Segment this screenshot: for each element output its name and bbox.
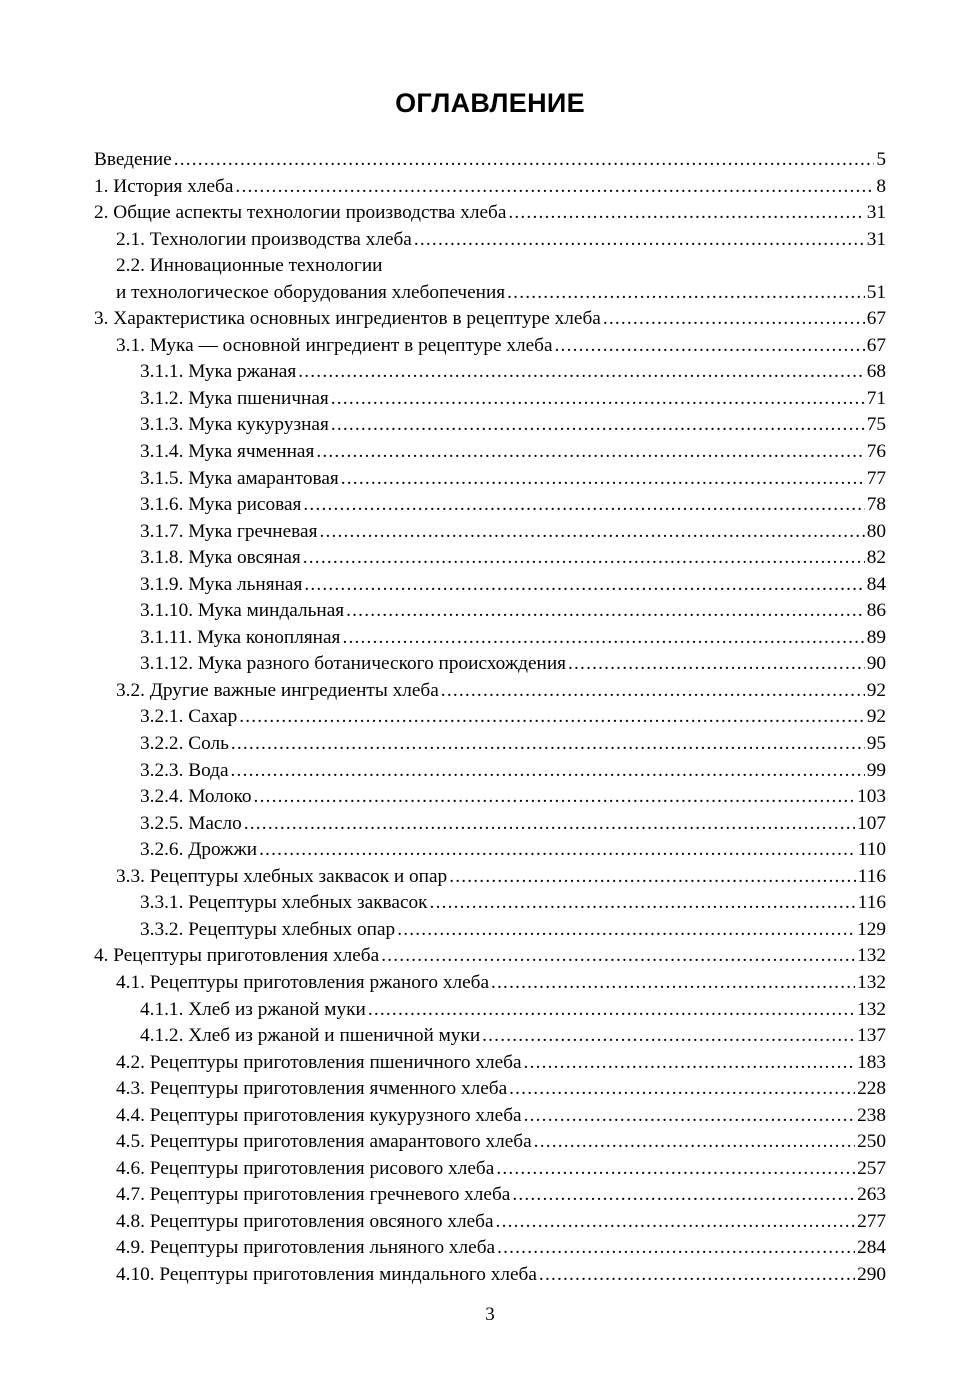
toc-entry-page: 82 [866, 547, 886, 569]
toc-entry-label: 4.10. Рецептуры приготовления миндального хлеба [116, 1263, 537, 1285]
toc-entry-label: 3.2.2. Соль [140, 733, 229, 755]
toc-entry[interactable] [94, 758, 886, 785]
toc-entry[interactable] [94, 625, 886, 652]
toc-entry-label: 4.9. Рецептуры приготовления льняного хлеба [116, 1237, 496, 1259]
dot-leader [482, 1023, 855, 1050]
toc-entry-label: 4. Рецептуры приготовления хлеба [94, 945, 380, 967]
toc-entry[interactable] [94, 439, 886, 466]
toc-entry-page: 76 [866, 441, 886, 463]
dot-leader [524, 1103, 855, 1130]
toc-entry-label: 4.5. Рецептуры приготовления амарантового хлеба [116, 1131, 532, 1153]
toc-entry[interactable] [94, 545, 886, 572]
toc-entry-label: 4.1.1. Хлеб из ржаной муки [140, 998, 366, 1020]
toc-entry-label: 3. Характеристика основных ингредиентов в рецептуре хлеба [94, 308, 601, 330]
toc-entry-label: 3.1.8. Мука овсяная [140, 547, 301, 569]
toc-entry-label: 2.2. Инновационные технологии [116, 255, 383, 277]
toc-entry[interactable] [94, 1182, 886, 1209]
toc-entry[interactable] [94, 280, 886, 307]
toc-entry-page: 92 [866, 706, 886, 728]
toc-entry-label: 4.2. Рецептуры приготовления пшеничного хлеба [116, 1051, 522, 1073]
dot-leader [397, 917, 855, 944]
toc-entry-page: 132 [857, 998, 886, 1020]
toc-entry-label: 3.1.7. Мука гречневая [140, 520, 318, 542]
toc-entry[interactable] [94, 227, 886, 254]
toc-entry[interactable] [94, 386, 886, 413]
toc-entry[interactable] [94, 864, 886, 891]
dot-leader [244, 811, 855, 838]
toc-entry[interactable] [94, 1235, 886, 1262]
toc-entry[interactable] [94, 519, 886, 546]
toc-entry-page: 290 [857, 1263, 886, 1285]
toc-entry[interactable] [94, 253, 886, 280]
dot-leader [316, 439, 864, 466]
dot-leader [381, 943, 855, 970]
toc-entry-page: 51 [866, 281, 886, 303]
toc-entry-label: 4.8. Рецептуры приготовления овсяного хлеба [116, 1210, 494, 1232]
toc-entry-page: 78 [866, 494, 886, 516]
toc-entry[interactable] [94, 1156, 886, 1183]
toc-entry-page: 129 [857, 918, 886, 940]
toc-entry-page: 103 [857, 786, 886, 808]
dot-leader [346, 598, 865, 625]
toc-entry-label: 3.1.2. Мука пшеничная [140, 387, 329, 409]
dot-leader [342, 625, 864, 652]
toc-entry[interactable] [94, 970, 886, 997]
toc-entry[interactable] [94, 1103, 886, 1130]
toc-entry-page: 84 [866, 573, 886, 595]
toc-entry[interactable] [94, 651, 886, 678]
toc-entry-page: 284 [857, 1237, 886, 1259]
dot-leader [496, 1156, 855, 1183]
toc-entry-label: 1. История хлеба [94, 175, 234, 197]
toc-entry-page: 90 [866, 653, 886, 675]
dot-leader [331, 412, 865, 439]
toc-entry[interactable] [94, 1262, 886, 1289]
toc-entry-label: 2. Общие аспекты технологии производства хлеба [94, 202, 507, 224]
toc-entry-label: 3.3. Рецептуры хлебных заквасок и опар [116, 865, 448, 887]
toc-entry-page: 75 [866, 414, 886, 436]
toc-entry-label: 3.1.4. Мука ячменная [140, 441, 315, 463]
toc-entry[interactable] [94, 784, 886, 811]
dot-leader [319, 519, 864, 546]
dot-leader [524, 1050, 856, 1077]
dot-leader [239, 704, 865, 731]
toc-entry-label: 3.2.6. Дрожжи [140, 839, 258, 861]
dot-leader [512, 1182, 855, 1209]
dot-leader [303, 545, 865, 572]
toc-entry[interactable] [94, 492, 886, 519]
toc-entry[interactable] [94, 200, 886, 227]
dot-leader [304, 572, 864, 599]
toc-entry-page: 99 [866, 759, 886, 781]
dot-leader [303, 492, 864, 519]
table-of-contents [94, 147, 886, 1289]
toc-entry-page: 92 [866, 679, 886, 701]
toc-entry-label: 4.7. Рецептуры приготовления гречневого хлеба [116, 1184, 511, 1206]
toc-entry[interactable] [94, 359, 886, 386]
toc-entry-page: 5 [876, 149, 886, 170]
dot-leader [534, 1129, 855, 1156]
dot-leader [568, 651, 865, 678]
dot-leader [509, 1076, 855, 1103]
toc-entry[interactable] [94, 890, 886, 917]
dot-leader [508, 200, 864, 227]
toc-entry-page: 137 [857, 1025, 886, 1047]
toc-entry[interactable] [94, 147, 886, 174]
dot-leader [259, 837, 856, 864]
toc-entry[interactable] [94, 466, 886, 493]
toc-entry-page: 110 [857, 839, 886, 861]
toc-entry[interactable] [94, 1129, 886, 1156]
page-number: 3 [485, 1304, 495, 1325]
dot-leader [341, 466, 865, 493]
page-title: ОГЛАВЛЕНИЕ [395, 88, 585, 118]
toc-entry-label: 4.1. Рецептуры приготовления ржаного хлеба [116, 971, 490, 993]
toc-entry-page: 263 [857, 1184, 886, 1206]
toc-entry-label: 4.1.2. Хлеб из ржаной и пшеничной муки [140, 1025, 481, 1047]
toc-entry-page: 107 [857, 812, 886, 834]
toc-entry[interactable] [94, 731, 886, 758]
dot-leader [507, 280, 865, 307]
dot-leader [603, 306, 865, 333]
toc-entry-label: 3.1.12. Мука разного ботанического происхождения [140, 653, 567, 675]
toc-entry-page: 89 [866, 626, 886, 648]
toc-entry-label: 3.1.10. Мука миндальная [140, 600, 345, 622]
toc-entry-page: 71 [866, 387, 886, 409]
toc-entry-page: 68 [866, 361, 886, 383]
toc-entry-page: 8 [876, 175, 886, 197]
toc-entry[interactable] [94, 811, 886, 838]
dot-leader [491, 970, 855, 997]
toc-entry[interactable] [94, 598, 886, 625]
toc-entry-page: 228 [857, 1078, 886, 1100]
dot-leader [441, 678, 865, 705]
toc-entry-label: 3.1.3. Мука кукурузная [140, 414, 329, 436]
dot-leader [254, 784, 856, 811]
toc-entry[interactable] [94, 997, 886, 1024]
toc-entry-page: 257 [857, 1157, 886, 1179]
dot-leader [231, 731, 865, 758]
toc-entry[interactable] [94, 943, 886, 970]
toc-entry-label: 2.1. Технологии производства хлеба [116, 228, 412, 250]
toc-entry[interactable] [94, 678, 886, 705]
toc-entry[interactable] [94, 306, 886, 333]
toc-entry-label: 3.2.4. Молоко [140, 786, 252, 808]
toc-entry-label: 3.2.5. Масло [140, 812, 242, 834]
toc-entry-label: 3.2.3. Вода [140, 759, 229, 781]
toc-entry[interactable] [94, 917, 886, 944]
toc-entry-page: 80 [866, 520, 886, 542]
toc-entry[interactable] [94, 174, 886, 201]
dot-leader [496, 1209, 856, 1236]
toc-entry-page: 31 [866, 228, 886, 250]
toc-entry-label: 4.4. Рецептуры приготовления кукурузного хлеба [116, 1104, 522, 1126]
toc-entry-page: 238 [857, 1104, 886, 1126]
toc-entry-page: 31 [866, 202, 886, 224]
toc-entry-label: 3.2.1. Сахар [140, 706, 238, 728]
toc-entry[interactable] [94, 1076, 886, 1103]
toc-entry-page: 67 [866, 308, 886, 330]
toc-entry[interactable] [94, 1209, 886, 1236]
toc-entry-label: Введение [94, 149, 172, 170]
toc-entry[interactable] [94, 704, 886, 731]
dot-leader [414, 227, 865, 254]
toc-entry-page: 86 [866, 600, 886, 622]
toc-entry-page: 95 [866, 733, 886, 755]
toc-entry[interactable] [94, 572, 886, 599]
toc-entry-label: 4.6. Рецептуры приготовления рисового хлеба [116, 1157, 495, 1179]
toc-entry[interactable] [94, 1023, 886, 1050]
toc-entry-label: 3.2. Другие важные ингредиенты хлеба [116, 679, 439, 701]
toc-entry-label: 3.3.1. Рецептуры хлебных заквасок [140, 892, 428, 914]
toc-entry[interactable] [94, 412, 886, 439]
toc-entry-label: и технологическое оборудования хлебопечения [116, 281, 506, 303]
dot-leader [331, 386, 865, 413]
toc-entry-label: 3.1.9. Мука льняная [140, 573, 303, 595]
toc-entry[interactable] [94, 1050, 886, 1077]
toc-entry-page: 77 [866, 467, 886, 489]
toc-entry[interactable] [94, 333, 886, 360]
toc-entry-label: 3.1.6. Мука рисовая [140, 494, 302, 516]
toc-entry-label: 3.1.5. Мука амарантовая [140, 467, 339, 489]
toc-entry-page: 183 [857, 1051, 886, 1073]
dot-leader [231, 758, 865, 785]
toc-entry-page: 116 [857, 865, 886, 887]
dot-leader [298, 359, 864, 386]
toc-entry-label: 3.1.1. Мука ржаная [140, 361, 297, 383]
dot-leader [555, 333, 865, 360]
toc-entry-page: 132 [857, 945, 886, 967]
dot-leader [539, 1262, 855, 1289]
dot-leader [449, 864, 856, 891]
dot-leader [174, 147, 875, 174]
dot-leader [368, 997, 855, 1024]
toc-entry-label: 4.3. Рецептуры приготовления ячменного хлеба [116, 1078, 508, 1100]
toc-entry[interactable] [94, 837, 886, 864]
toc-entry-page: 277 [857, 1210, 886, 1232]
toc-entry-page: 132 [857, 971, 886, 993]
toc-entry-page: 67 [866, 334, 886, 356]
dot-leader [497, 1235, 855, 1262]
toc-entry-label: 3.1.11. Мука конопляная [140, 626, 341, 648]
toc-entry-page: 116 [857, 892, 886, 914]
toc-entry-page: 250 [857, 1131, 886, 1153]
toc-entry-label: 3.3.2. Рецептуры хлебных опар [140, 918, 396, 940]
toc-entry-label: 3.1. Мука — основной ингредиент в рецептуре хлеба [116, 334, 553, 356]
dot-leader [430, 890, 856, 917]
dot-leader [235, 174, 874, 201]
